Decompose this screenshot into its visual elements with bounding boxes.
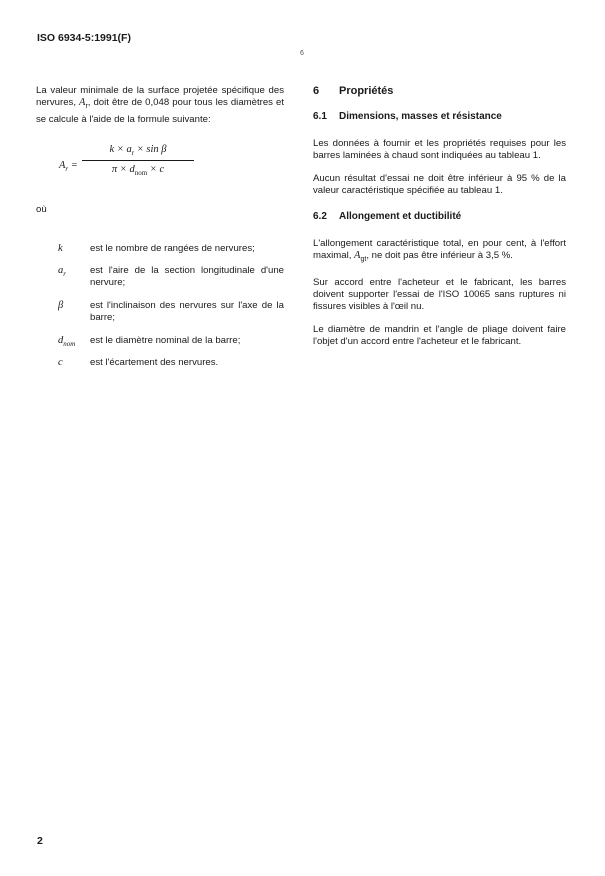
formula bbox=[36, 142, 284, 200]
section-6-1-paragraph-2: Aucun résultat d'essai ne doit être inférieur à 95 % de la valeur caractéristique spécifiée au tableau 1. bbox=[313, 172, 566, 197]
definition-item bbox=[36, 357, 284, 369]
section-6-2-paragraph-2: Sur accord entre l'acheteur et le fabricant, les barres doivent supporter l'essai de l'ISO 10065 sans ruptures ni fissures visibles à l'œil nu. bbox=[313, 276, 566, 313]
definitions-list bbox=[36, 243, 284, 370]
definition-text: est le diamètre nominal de la barre; bbox=[90, 334, 241, 346]
section-6-heading: 6 Propriétés bbox=[313, 85, 394, 97]
definition-symbol: β bbox=[58, 299, 64, 311]
fraction-bar bbox=[82, 160, 194, 161]
definition-item bbox=[36, 243, 284, 255]
formula-numerator: $k \times a_r \times \sin \beta$ bbox=[109, 144, 167, 158]
intro-paragraph: La valeur minimale de la surface projetée spécifique des nervures, $A_r$, doit être de 0,048 pour tous les diamètres et se calcule à l'aide de la formule suivante: bbox=[36, 85, 284, 125]
section-6-2-paragraph-3: Le diamètre de mandrin et l'angle de pliage doivent faire l'objet d'un accord entre l'acheteur et le fabricant. bbox=[313, 323, 566, 348]
definition-symbol: c bbox=[58, 356, 63, 368]
section-6-2-heading: 6.2 Allongement et ductibilité bbox=[313, 211, 462, 223]
document-header: ISO 6934-5:1991(F) bbox=[37, 32, 131, 44]
definition-item bbox=[36, 335, 284, 347]
definition-symbol: k bbox=[58, 242, 63, 254]
definition-text: est l'inclinaison des nervures sur l'axe de la barre; bbox=[90, 299, 284, 324]
definition-item bbox=[36, 265, 284, 290]
where-label: où bbox=[36, 204, 47, 216]
definition-symbol: $d_{nom}$ bbox=[58, 334, 76, 348]
left-column bbox=[36, 85, 284, 379]
margin-mark: 6 bbox=[300, 50, 304, 57]
formula-lhs: $A_r$ = bbox=[59, 160, 78, 174]
section-6-2-paragraph-1: L'allongement caractéristique total, en pour cent, à l'effort maximal, $A_{gt}$, ne doit pas être inférieur à 3,5 %. bbox=[313, 237, 566, 264]
formula-denominator: $\pi \times d_{nom} \times c$ bbox=[111, 164, 165, 178]
section-6-1-heading: 6.1 Dimensions, masses et résistance bbox=[313, 111, 502, 123]
definition-text: est l'écartement des nervures. bbox=[90, 356, 219, 368]
right-column bbox=[313, 85, 566, 349]
definition-text: est l'aire de la section longitudinale d'une nervure; bbox=[90, 264, 284, 289]
definition-text: est le nombre de rangées de nervures; bbox=[90, 242, 255, 254]
definition-item bbox=[36, 300, 284, 325]
definition-symbol: $a_r$ bbox=[58, 264, 66, 279]
section-6-1-paragraph-1: Les données à fournir et les propriétés requises pour les barres laminées à chaud sont indiquées au tableau 1. bbox=[313, 137, 566, 162]
page-number: 2 bbox=[37, 835, 43, 847]
